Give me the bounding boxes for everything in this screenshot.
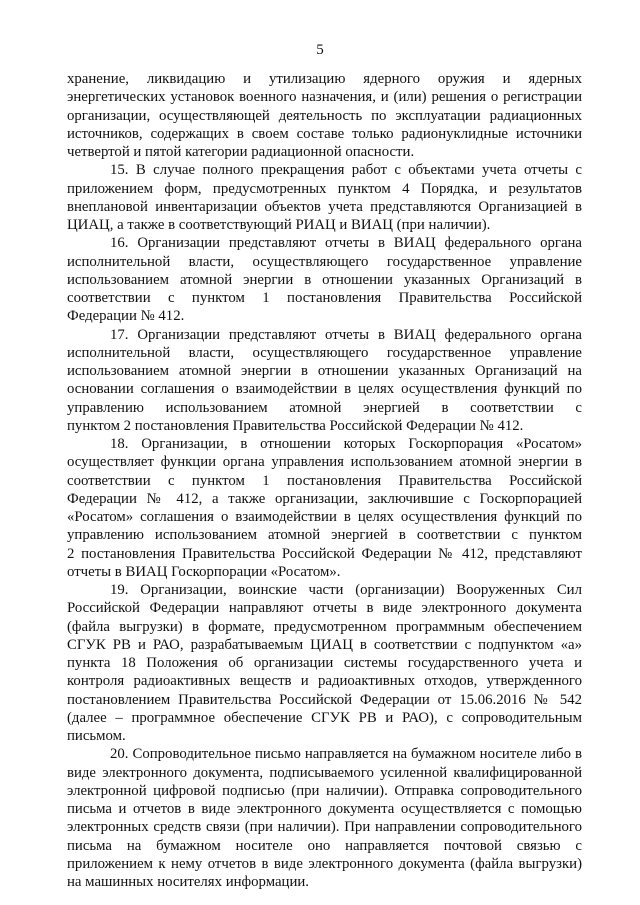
text-line: (далее – программное обеспечение СГУК РВ и РАО), с сопроводительным bbox=[67, 709, 582, 726]
text-line: 15. В случае полного прекращения работ с объектами учета отчеты с bbox=[110, 162, 582, 179]
text-line: использованием атомной энергии в отношении указанных Организаций на bbox=[67, 363, 582, 379]
text-line: использованием атомной энергии в отношении указанных Организаций в bbox=[67, 271, 582, 288]
text-line: электронных средств связи (при наличии). При направлении сопроводительного bbox=[67, 819, 582, 836]
text-line: приложением к нему отчетов в виде электронного документа (файла выгрузки) bbox=[67, 855, 582, 872]
text-line: письмом. bbox=[67, 728, 126, 744]
text-line: ЦИАЦ, а также в соответствующий РИАЦ и ВИАЦ (при наличии). bbox=[67, 217, 491, 233]
text-line: 18. Организации, в отношении которых Госкорпорация «Росатом» bbox=[110, 436, 582, 452]
text-line: письма и отчетов в виде электронного документа осуществляется с помощью bbox=[67, 801, 582, 817]
text-line: внеплановой инвентаризации объектов учета представляются Организацией в bbox=[67, 198, 582, 215]
text-line: исполнительной власти, осуществляющего государственное управление bbox=[67, 344, 582, 361]
text-line: виде электронного документа, подписываемого усиленной квалифицированной bbox=[67, 764, 582, 781]
text-line: управлению использованием атомной энергией в соответствии с bbox=[67, 399, 582, 416]
text-line: 20. Сопроводительное письмо направляется на бумажном носителе либо в bbox=[110, 746, 582, 763]
text-line: 19. Организации, воинские части (организации) Вооруженных Сил bbox=[110, 582, 582, 598]
text-line: хранение, ликвидацию и утилизацию ядерного оружия и ядерных bbox=[67, 71, 582, 87]
paragraph-17 bbox=[67, 326, 582, 436]
text-line: пунктом 2 постановления Правительства Российской Федерации № 412. bbox=[67, 417, 524, 434]
paragraph-16 bbox=[67, 234, 582, 325]
text-line: исполнительной власти, осуществляющего государственное управление bbox=[67, 253, 582, 270]
text-line: 16. Организации представляют отчеты в ВИАЦ федерального органа bbox=[110, 235, 582, 252]
text-line: источников, содержащих в своем составе только радионуклидные источники bbox=[67, 125, 582, 142]
page-number: 5 bbox=[316, 42, 324, 58]
text-line: соответствии с пунктом 1 постановления Правительства Российской bbox=[67, 472, 582, 489]
paragraph-19 bbox=[67, 581, 582, 745]
paragraph-20 bbox=[67, 745, 582, 891]
document-body bbox=[67, 70, 582, 891]
text-line: организации, осуществляющей деятельность по эксплуатации радиационных bbox=[67, 107, 582, 124]
text-line: осуществляет функции органа управления использованием атомной энергии в bbox=[67, 454, 582, 471]
text-line: управлению использованием атомной энергией в соответствии с пунктом bbox=[67, 527, 582, 544]
text-line: отчеты в ВИАЦ Госкорпорации «Росатом». bbox=[67, 563, 341, 580]
paragraph-continued bbox=[67, 70, 582, 161]
text-line: контроля радиоактивных веществ и радиоактивных отходов, утвержденного bbox=[67, 673, 582, 690]
text-line: соответствии с пунктом 1 постановления Правительства Российской bbox=[67, 290, 582, 306]
text-line: пункта 18 Положения об организации системы государственного учета и bbox=[67, 655, 582, 671]
text-line: 2 постановления Правительства Российской Федерации № 412, представляют bbox=[67, 545, 582, 562]
text-line: основании соглашения о взаимодействии в целях осуществления функций по bbox=[67, 381, 582, 398]
text-line: СГУК РВ и РАО, разрабатываемым ЦИАЦ в соответствии с подпунктом «а» bbox=[67, 636, 582, 653]
text-line: письма на бумажном носителе оно направляется почтовой связью с bbox=[67, 837, 582, 854]
text-line: Федерации № 412, а также организации, заключившие с Госкорпорацией bbox=[67, 490, 582, 507]
text-line: энергетических установок военного назначения, и (или) решения о регистрации bbox=[67, 89, 582, 106]
text-line: Федерации № 412. bbox=[67, 308, 185, 325]
text-line: 17. Организации представляют отчеты в ВИАЦ федерального органа bbox=[110, 326, 582, 343]
text-line: «Росатом» соглашения о взаимодействии в целях осуществления функций по bbox=[67, 509, 582, 525]
text-line: приложением форм, предусмотренных пунктом 4 Порядка, и результатов bbox=[67, 180, 582, 197]
paragraph-18 bbox=[67, 435, 582, 581]
text-line: четвертой и пятой категории радиационной опасности. bbox=[67, 144, 415, 160]
text-line: Российской Федерации направляют отчеты в виде электронного документа bbox=[67, 600, 582, 617]
text-line: постановлением Правительства Российской Федерации от 15.06.2016 № 542 bbox=[67, 691, 582, 708]
text-line: (файла выгрузки) в формате, предусмотренном программным обеспечением bbox=[67, 618, 582, 635]
text-line: электронной цифровой подписью (при наличии). Отправка сопроводительного bbox=[67, 782, 582, 799]
paragraph-15 bbox=[67, 161, 582, 234]
text-line: на машинных носителях информации. bbox=[67, 874, 309, 890]
